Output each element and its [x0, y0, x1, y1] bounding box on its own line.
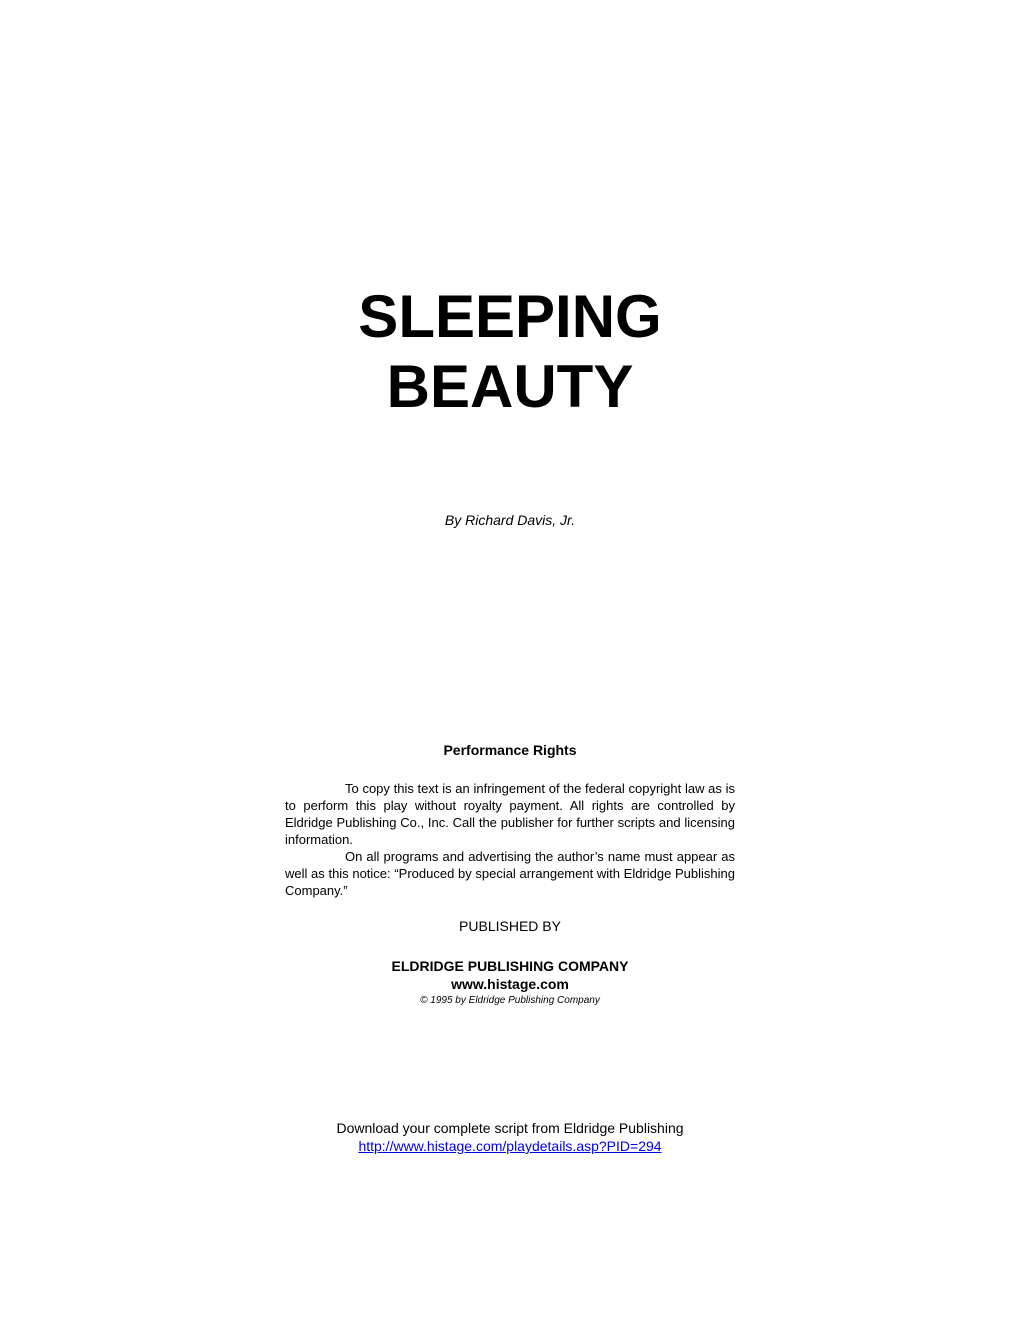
publisher-block	[0, 957, 1020, 993]
play-title	[0, 282, 1020, 422]
title-line-1: SLEEPING	[358, 283, 662, 350]
download-block	[0, 1119, 1020, 1155]
publisher-name: ELDRIDGE PUBLISHING COMPANY	[391, 958, 629, 974]
title-line-2: BEAUTY	[386, 353, 634, 420]
publisher-website: www.histage.com	[451, 976, 569, 992]
performance-rights-heading: Performance Rights	[443, 742, 577, 758]
copyright-notice: © 1995 by Eldridge Publishing Company	[420, 995, 600, 1006]
rights-paragraph-1: To copy this text is an infringement of the federal copyright law as is to perform this play without royalty payment. All rights are controlled by Eldridge Publishing Co., Inc. Call the publisher for further scripts and licensing information.	[285, 781, 735, 847]
rights-paragraph-2: On all programs and advertising the author’s name must appear as well as this notice: “Produced by special arrangement with Eldridge Publishing Company.”	[285, 849, 735, 898]
author-byline: By Richard Davis, Jr.	[444, 512, 576, 528]
performance-rights-notice	[285, 780, 735, 899]
download-text: Download your complete script from Eldridge Publishing	[336, 1120, 684, 1136]
published-by-label: PUBLISHED BY	[459, 918, 561, 934]
download-link[interactable]: http://www.histage.com/playdetails.asp?PID=294	[358, 1138, 662, 1154]
